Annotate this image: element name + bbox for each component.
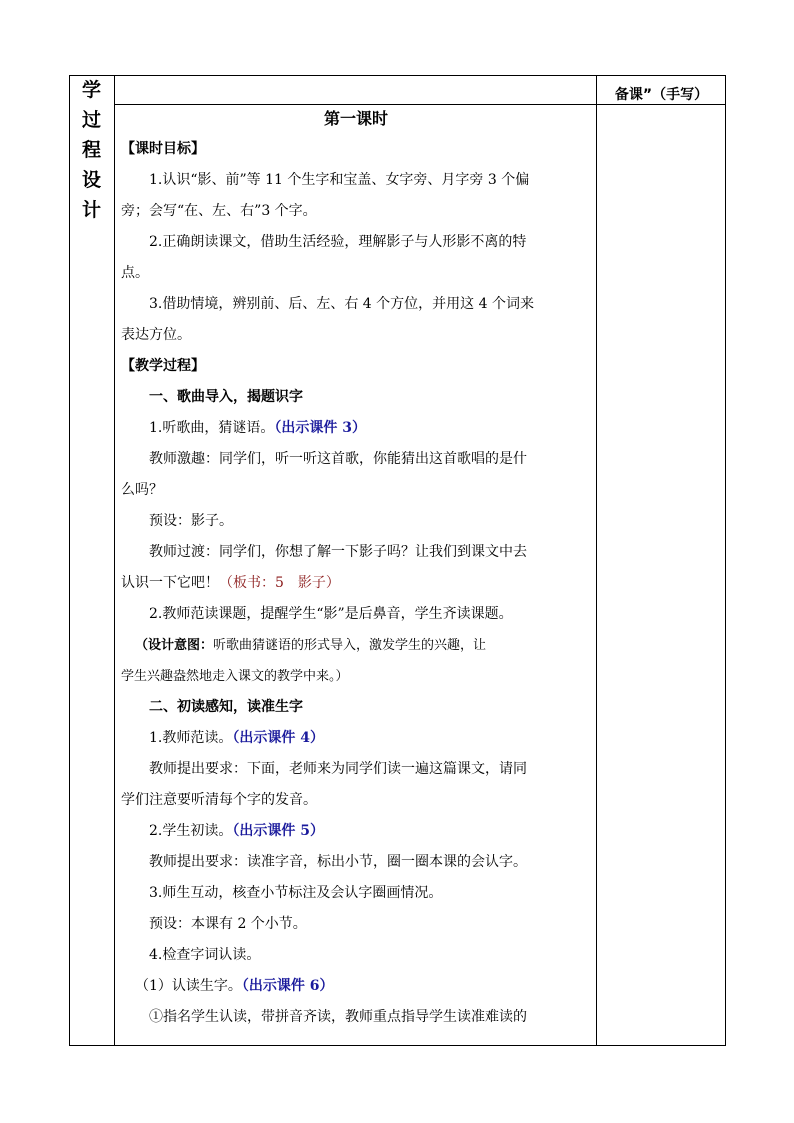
side-char: 过	[81, 109, 101, 131]
body-line: 预设：本课有 2 个小节。	[149, 916, 307, 932]
courseware-ref: （出示课件 4）	[232, 730, 324, 746]
step-item-text: 1.听歌曲，猜谜语。	[149, 420, 275, 436]
table-divider-side	[114, 75, 115, 1046]
goal-line: 表达方位。	[121, 327, 191, 343]
table-divider-prep	[596, 75, 597, 1046]
table-border-top	[69, 75, 726, 76]
body-text: 认识一下它吧！	[121, 575, 219, 591]
courseware-ref: （出示课件 6）	[241, 978, 334, 994]
body-line: 4.检查字词认读。	[149, 947, 261, 963]
side-char: 程	[81, 139, 101, 161]
body-line: 预设：影子。	[149, 513, 233, 529]
body-line	[121, 568, 591, 599]
goals-heading: 【课时目标】	[121, 141, 205, 157]
step-item	[121, 816, 591, 847]
design-note-label: （设计意图：	[135, 638, 214, 653]
body-line: 教师提出要求：下面，老师来为同学们读一遍这篇课文，请同	[149, 761, 527, 777]
board-note: （板书：5 影子）	[219, 575, 340, 591]
process-heading: 【教学过程】	[121, 358, 205, 374]
goal-line: 2.正确朗读课文，借助生活经验，理解影子与人形影不离的特	[149, 234, 527, 250]
side-char: 计	[81, 199, 101, 221]
step-item-text: 1.教师范读。	[149, 730, 233, 746]
step-heading: 一、歌曲导入，揭题识字	[149, 389, 303, 405]
goal-line: 1.认识“影、前”等 11 个生字和宝盖、女字旁、月字旁 3 个偏	[149, 172, 530, 188]
step-item	[121, 413, 591, 444]
prep-header: 备课”（手写）	[614, 87, 709, 103]
body-line: 3.师生互动，核查小节标注及会认字圈画情况。	[149, 885, 443, 901]
side-char: 设	[81, 169, 101, 191]
body-line: 教师提出要求：读准字音，标出小节，圈一圈本课的会认字。	[149, 854, 527, 870]
step-item	[121, 971, 591, 1002]
table-border-right	[725, 75, 726, 1046]
design-note: 学生兴趣盎然地走入课文的教学中来。）	[121, 669, 349, 684]
body-line: 教师过渡：同学们，你想了解一下影子吗？让我们到课文中去	[149, 544, 527, 560]
courseware-ref: （出示课件 5）	[232, 823, 324, 839]
design-note	[121, 630, 591, 661]
body-line: ①指名学生认读，带拼音齐读，教师重点指导学生读准难读的	[149, 1009, 527, 1025]
step-item-text: （1）认读生字。	[135, 978, 242, 994]
step-heading: 二、初读感知，读准生字	[149, 699, 303, 715]
body-line: 么吗？	[121, 482, 163, 498]
step-item-text: 2.学生初读。	[149, 823, 233, 839]
side-label	[69, 75, 114, 225]
goal-line: 点。	[121, 265, 149, 281]
body-line: 教师激趣：同学们，听一听这首歌，你能猜出这首歌唱的是什	[149, 451, 527, 467]
section-title: 第一课时	[323, 109, 388, 128]
goal-line: 旁；会写“在、左、右”3 个字。	[121, 203, 317, 219]
courseware-ref: （出示课件 3）	[274, 420, 366, 436]
body-line: 2.教师范读课题，提醒学生“影”是后鼻音，学生齐读课题。	[149, 606, 513, 622]
side-char: 学	[81, 79, 101, 101]
body-line: 学们注意要听清每个字的发音。	[121, 792, 317, 808]
goal-line: 3.借助情境，辨别前、后、左、右 4 个方位，并用这 4 个词来	[149, 296, 534, 312]
table-border-bottom	[69, 1045, 726, 1046]
table-header-line	[114, 104, 726, 105]
step-item	[121, 723, 591, 754]
lesson-content	[121, 106, 591, 1033]
design-note-text: 听歌曲猜谜语的形式导入，激发学生的兴趣，让	[213, 638, 487, 653]
